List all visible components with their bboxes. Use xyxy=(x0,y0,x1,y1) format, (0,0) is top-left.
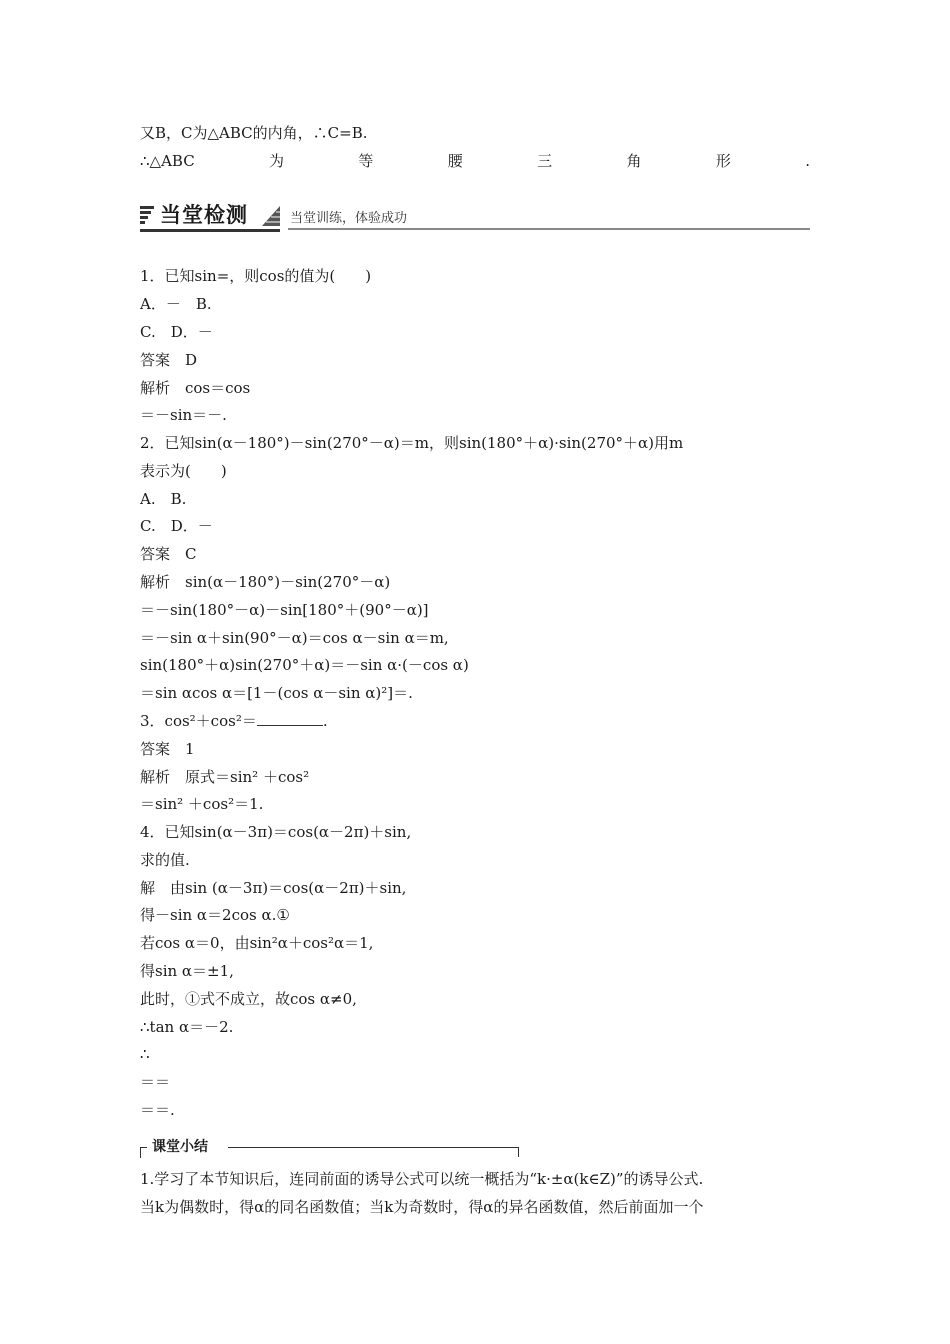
summary-header xyxy=(140,1138,520,1158)
text-line: 答案 D xyxy=(140,351,198,369)
text-line: C. D．－ xyxy=(140,517,213,535)
intro-token: 三 xyxy=(537,152,553,170)
triangle-stripes-icon xyxy=(262,206,280,226)
text-line: 得sin α＝±1, xyxy=(140,962,234,980)
intro-token: 为 xyxy=(269,152,285,170)
text-line: 此时，①式不成立，故cos α≠0, xyxy=(140,990,357,1008)
text-line: ＝－sin α＋sin(90°－α)＝cos α－sin α＝m, xyxy=(140,629,449,647)
text-line: C. D．－ xyxy=(140,323,213,341)
text-line: ∴ xyxy=(140,1045,150,1063)
text-line: ＝－sin(180°－α)－sin[180°＋(90°－α)] xyxy=(140,601,429,619)
corner-bracket xyxy=(140,1147,147,1158)
intro-token: 腰 xyxy=(447,152,463,170)
section-subtitle: 当堂训练，体验成功 xyxy=(290,211,408,226)
text-line: ＝＝ xyxy=(140,1073,171,1091)
text-line: 表示为( ) xyxy=(140,462,227,480)
section-title: 当堂检测 xyxy=(160,203,248,227)
section-bar-left xyxy=(140,229,280,232)
text-line: ＝－sin＝－. xyxy=(140,406,227,424)
section-header xyxy=(140,200,810,234)
text-line: 解析 原式＝sin² ＋cos² xyxy=(140,768,310,786)
intro-line-2 xyxy=(140,151,810,171)
text-line: 4．已知sin(α－3π)＝cos(α－2π)＋sin, xyxy=(140,823,412,841)
summary-rule xyxy=(228,1147,518,1148)
intro-token: ∴△ABC xyxy=(140,152,195,170)
text-line: 1．已知sin=，则cos的值为( ) xyxy=(140,267,372,285)
intro-token: 形 xyxy=(715,152,731,170)
answer-blank xyxy=(257,711,323,726)
text-line: ＝sin αcos α＝[1－(cos α－sin α)²]＝. xyxy=(140,684,413,702)
intro-token: 角 xyxy=(626,152,642,170)
question-3-line xyxy=(140,711,328,731)
text-line: sin(180°＋α)sin(270°＋α)＝－sin α·(－cos α) xyxy=(140,656,469,674)
text-line: 得－sin α＝2cos α.① xyxy=(140,906,290,924)
text-line: ＝＝. xyxy=(140,1101,175,1119)
corner-tick xyxy=(518,1147,519,1157)
text-line: A．－ B. xyxy=(140,295,212,313)
stripes-icon xyxy=(140,206,154,224)
summary-paragraph-1: 1.学习了本节知识后，连同前面的诱导公式可以统一概括为“k·±α(k∈Z)”的诱导公式. xyxy=(140,1170,704,1188)
text-line: 答案 C xyxy=(140,545,197,563)
section-bar-right xyxy=(288,228,810,230)
text-line: 求的值. xyxy=(140,851,190,869)
text-line: 解析 sin(α－180°)－sin(270°－α) xyxy=(140,573,391,591)
text-line: 解 由sin (α－3π)＝cos(α－2π)＋sin, xyxy=(140,879,407,897)
text-line: 答案 1 xyxy=(140,740,195,758)
text-line: A. B. xyxy=(140,490,187,508)
text-line: 2．已知sin(α－180°)－sin(270°－α)＝m，则sin(180°＋α)·sin(270°＋α)用m xyxy=(140,434,684,452)
text-line: ∴tan α＝－2. xyxy=(140,1018,234,1036)
summary-paragraph-2: 当k为偶数时，得α的同名函数值；当k为奇数时，得α的异名函数值，然后前面加一个 xyxy=(140,1198,704,1216)
intro-line-1: 又B，C为△ABC的内角，∴C=B. xyxy=(140,124,368,142)
text-line: 3．cos²＋cos²＝ xyxy=(140,712,257,730)
intro-token: . xyxy=(805,152,810,170)
text-line: 若cos α＝0，由sin²α＋cos²α＝1, xyxy=(140,934,374,952)
text-line: 解析 cos＝cos xyxy=(140,379,251,397)
text-line: ＝sin² ＋cos²＝1. xyxy=(140,795,264,813)
blank-suffix: . xyxy=(322,712,328,730)
summary-label: 课堂小结 xyxy=(152,1139,208,1155)
intro-token: 等 xyxy=(358,152,374,170)
